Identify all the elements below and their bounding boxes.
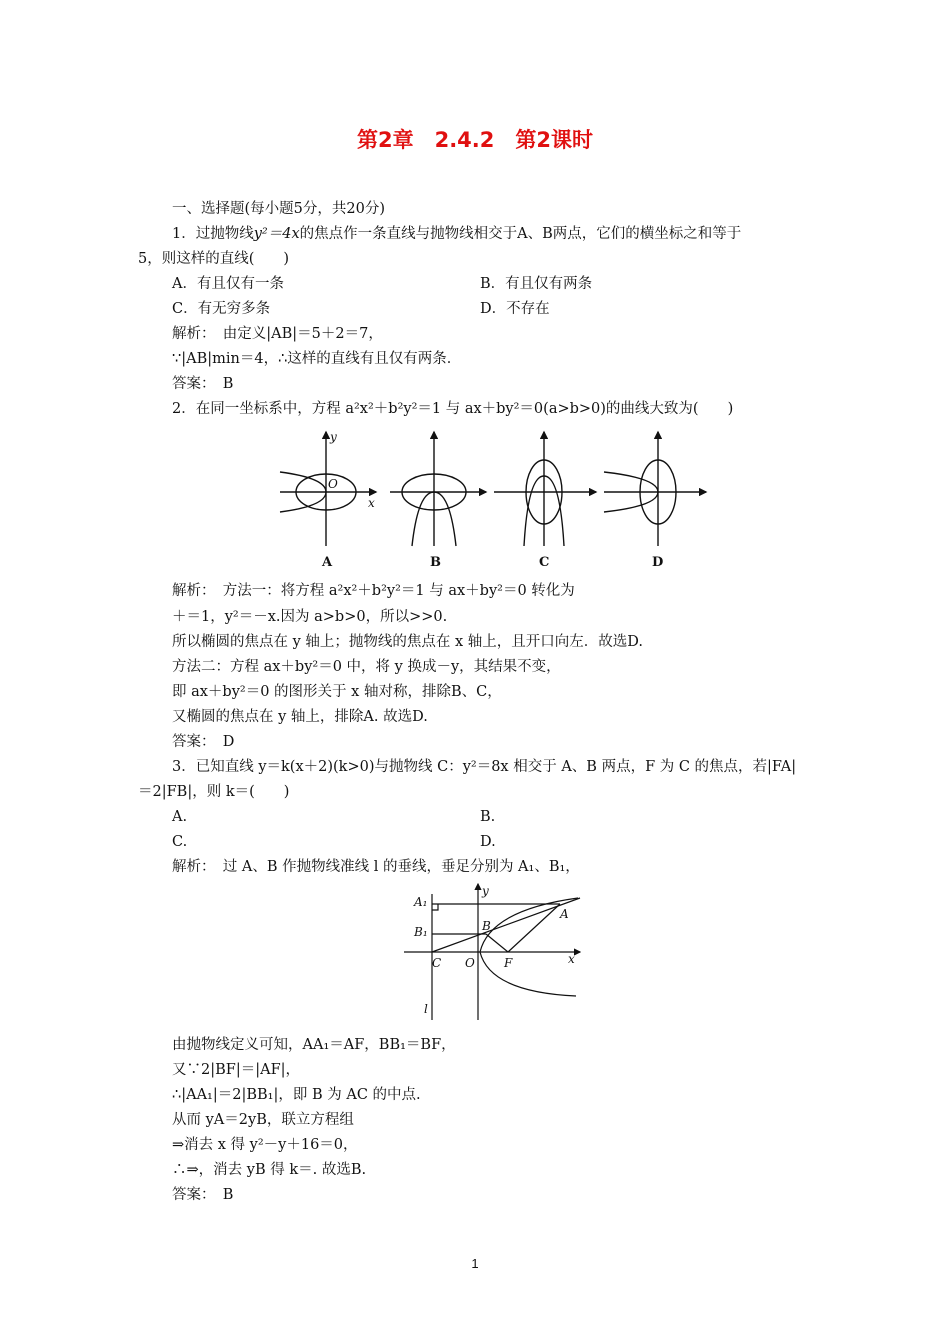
q2-label-c: C xyxy=(539,555,550,570)
q3-analysis-1: 解析： 过 A、B 作抛物线准线 l 的垂线，垂足分别为 A₁、B₁， xyxy=(172,859,580,875)
q3-analysis-5: 从而 yA＝2yB，联立方程组 xyxy=(172,1112,354,1128)
q3-stem-1: 3．已知直线 y＝k(x＋2)(k>0)与抛物线 C：y²＝8x 相交于 A、B 两点，F 为 C 的焦点，若|FA| xyxy=(172,759,797,775)
q3-option-c: C. xyxy=(172,834,188,850)
section-heading: 一、选择题(每小题5分，共20分) xyxy=(172,201,385,217)
q2-label-b: B xyxy=(430,555,441,570)
q1-answer: 答案： B xyxy=(172,376,234,392)
q3-analysis-2: 由抛物线定义可知，AA₁＝AF，BB₁＝BF， xyxy=(172,1037,456,1053)
q3-fig-label-o: O xyxy=(465,956,475,970)
q3-fig-label-x: x xyxy=(568,952,575,966)
q2-axis-x-label: x xyxy=(368,496,375,510)
q2-analysis-2: ＋＝1，y²＝－x.因为 a>b>0，所以>>0. xyxy=(172,609,448,625)
q3-figure xyxy=(400,880,590,1025)
q3-fig-label-c: C xyxy=(432,956,442,970)
q1-analysis2: ∵|AB|min＝4，∴这样的直线有且仅有两条． xyxy=(172,351,462,367)
q3-fig-label-b: B xyxy=(482,919,491,933)
q3-fig-label-y: y xyxy=(482,884,489,898)
page-title: 第2章 2.4.2 第2课时 xyxy=(356,128,593,152)
q2-analysis-6: 又椭圆的焦点在 y 轴上，排除A. 故选D. xyxy=(172,709,428,725)
q1-option-c: C．有无穷多条 xyxy=(172,301,271,317)
q1-stem-c: A、B两点，它们的横坐标之和等于 xyxy=(517,226,742,242)
q3-answer: 答案： B xyxy=(172,1187,234,1203)
q2-label-d: D xyxy=(652,555,664,570)
q2-analysis-3: 所以椭圆的焦点在 y 轴上；抛物线的焦点在 x 轴上，且开口向左．故选D. xyxy=(172,634,644,650)
q3-analysis-4: ∴|AA₁|＝2|BB₁|，即 B 为 AC 的中点. xyxy=(172,1087,421,1103)
q1-option-a: A．有且仅有一条 xyxy=(172,276,284,292)
q2-origin-label: O xyxy=(328,477,338,491)
q3-analysis-7: ∴⇒，消去 yB 得 k＝. 故选B. xyxy=(172,1162,367,1178)
q2-figure xyxy=(270,426,710,576)
q2-stem: 2．在同一坐标系中，方程 a²x²＋b²y²＝1 与 ax＋by²＝0(a>b>0)的曲线大致为( ) xyxy=(172,401,734,417)
q2-axis-y-label: y xyxy=(330,430,337,444)
q3-option-a: A. xyxy=(172,809,188,825)
q3-analysis-6: ⇒消去 x 得 y²－y＋16＝0， xyxy=(172,1137,358,1153)
q3-stem-2: ＝2|FB|，则 k＝( ) xyxy=(138,784,290,800)
q1-stem-b: 的焦点作一条直线与抛物线相交于 xyxy=(299,226,518,242)
q2-label-a: A xyxy=(322,555,333,570)
q3-fig-label-l: l xyxy=(424,1002,428,1016)
q2-answer: 答案： D xyxy=(172,734,235,750)
q1-stem-a: 1．过抛物线 xyxy=(172,226,254,242)
q1-eq: y²＝4x xyxy=(253,226,300,242)
q2-analysis-5: 即 ax＋by²＝0 的图形关于 x 轴对称，排除B、C， xyxy=(172,684,502,700)
page-number: 1 xyxy=(471,1256,479,1271)
q3-fig-label-b1: B₁ xyxy=(414,925,428,939)
q1-stem-line2: 5，则这样的直线( ) xyxy=(138,251,290,267)
q3-fig-label-a1: A₁ xyxy=(414,895,428,909)
q3-fig-label-a: A xyxy=(560,907,569,921)
q3-fig-label-f: F xyxy=(504,956,513,970)
q1-option-b: B．有且仅有两条 xyxy=(480,276,593,292)
q1-option-d: D．不存在 xyxy=(480,301,550,317)
q1-stem xyxy=(172,225,741,243)
q1-analysis: 解析： 由定义|AB|＝5＋2＝7， xyxy=(172,326,383,342)
q3-option-d: D. xyxy=(480,834,496,850)
q2-analysis-1: 解析： 方法一：将方程 a²x²＋b²y²＝1 与 ax＋by²＝0 转化为 xyxy=(172,583,575,599)
q3-analysis-3: 又∵2|BF|＝|AF|， xyxy=(172,1062,301,1078)
q3-option-b: B. xyxy=(480,809,496,825)
q2-analysis-4: 方法二：方程 ax＋by²＝0 中，将 y 换成－y，其结果不变， xyxy=(172,659,561,675)
